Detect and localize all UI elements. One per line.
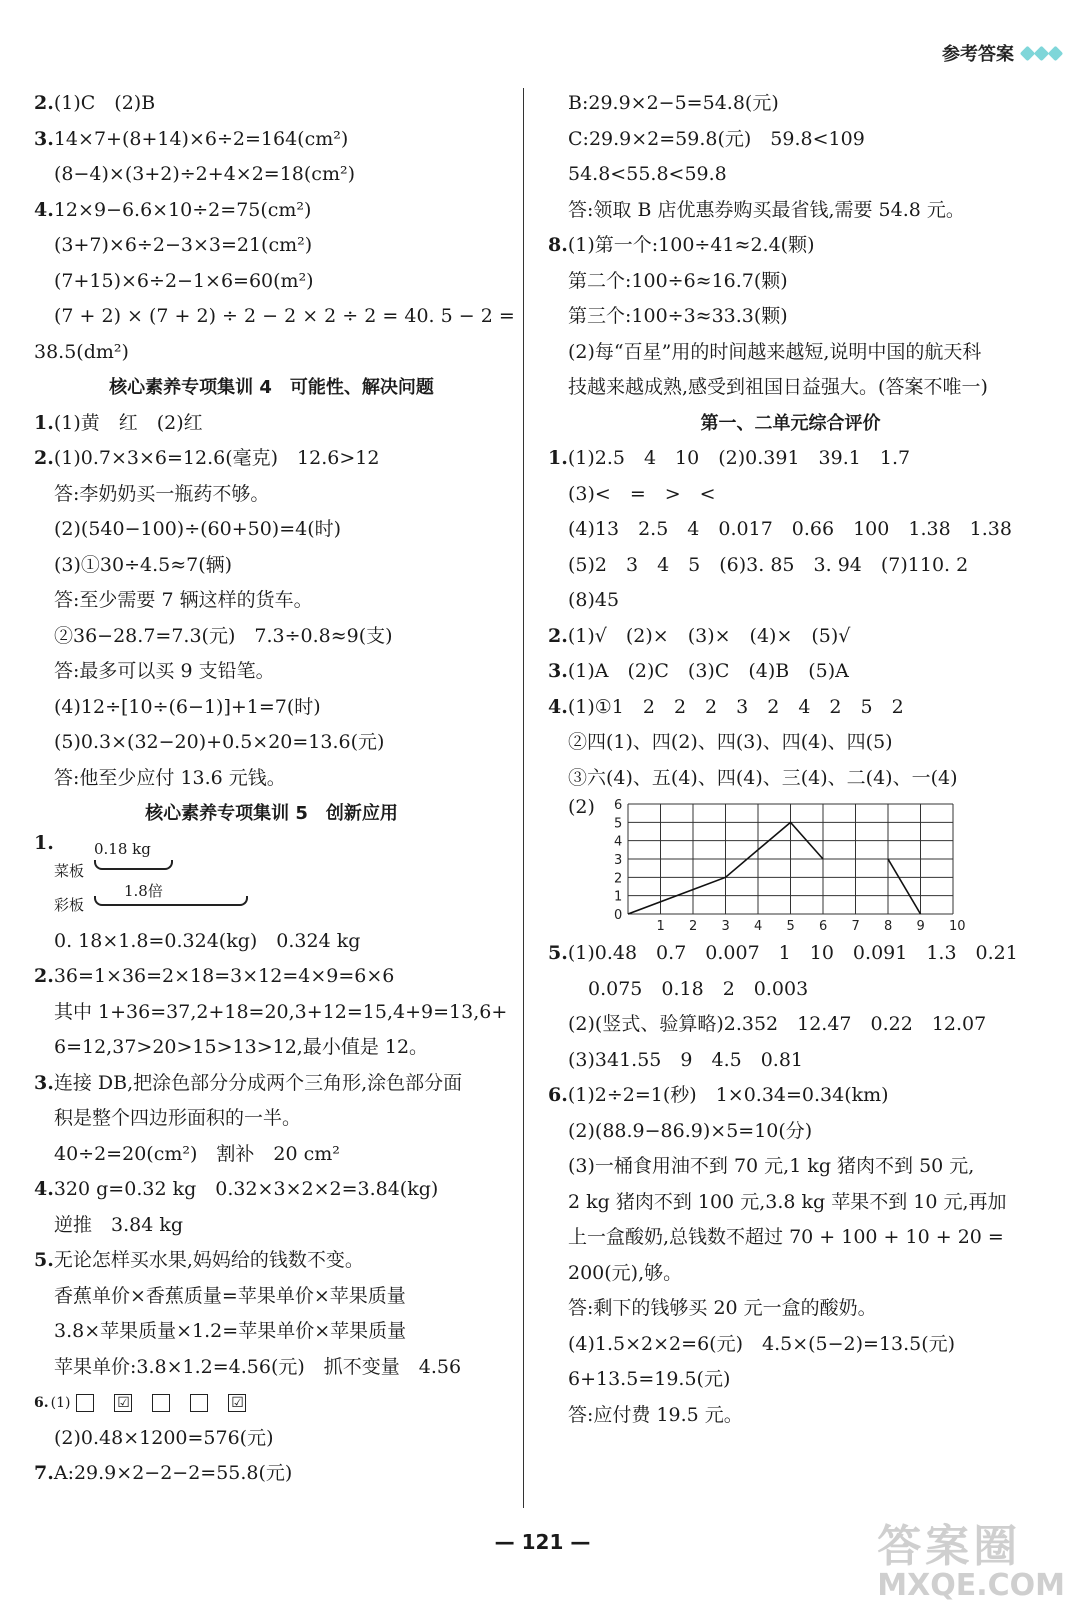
answer-line bbox=[34, 1350, 509, 1386]
question-number: 4. bbox=[34, 198, 54, 221]
answer-text: 3.8×苹果质量×1.2=苹果单价×苹果质量 bbox=[54, 1320, 407, 1342]
line-chart bbox=[548, 796, 1033, 936]
question-number: 3. bbox=[34, 127, 54, 150]
answer-line bbox=[34, 1172, 509, 1208]
answer-line bbox=[34, 1279, 509, 1315]
sub-label: (1) bbox=[50, 1395, 71, 1411]
checkbox-icon bbox=[76, 1394, 94, 1412]
answer-line bbox=[548, 1078, 1033, 1114]
question-number: 2. bbox=[548, 624, 568, 647]
answer-line bbox=[548, 193, 1033, 229]
answer-text: 6+13.5=19.5(元) bbox=[568, 1368, 731, 1390]
page-header bbox=[942, 40, 1061, 66]
answer-line bbox=[548, 761, 1033, 797]
x-tick-label: 6 bbox=[819, 919, 828, 934]
header-title: 参考答案 bbox=[942, 44, 1014, 65]
y-tick-label: 6 bbox=[614, 798, 623, 813]
series-line bbox=[888, 859, 921, 914]
section-title: 第一、二单元综合评价 bbox=[700, 412, 881, 434]
answer-text: (2)(88.9−86.9)×5=10(分) bbox=[568, 1119, 813, 1142]
answer-text: (4)12÷[10÷(6−1)]+1=7(时) bbox=[54, 695, 321, 718]
tape-label-mid: 1.8倍 bbox=[124, 881, 163, 900]
answer-line bbox=[34, 548, 509, 584]
answer-line bbox=[548, 548, 1033, 584]
checkbox-icon: ☑ bbox=[228, 1394, 246, 1412]
answer-text: (3)< = > < bbox=[568, 482, 716, 505]
answer-line bbox=[34, 1314, 509, 1350]
y-tick-label: 5 bbox=[614, 816, 623, 832]
answer-line bbox=[548, 512, 1033, 548]
answer-line bbox=[34, 1456, 509, 1492]
answer-text: 答:领取 B 店优惠券购买最省钱,需要 54.8 元。 bbox=[568, 198, 965, 221]
answer-line bbox=[34, 157, 509, 193]
y-tick-label: 2 bbox=[614, 871, 623, 887]
x-tick-label: 4 bbox=[754, 919, 763, 934]
tape-brace-top bbox=[94, 860, 173, 870]
answer-text: ②36−28.7=7.3(元) 7.3÷0.8≈9(支) bbox=[54, 624, 393, 647]
answer-text: (2)(540−100)÷(60+50)=4(时) bbox=[54, 518, 342, 540]
watermark-line1: 答案圈 bbox=[877, 1521, 1022, 1572]
answer-line bbox=[34, 512, 509, 548]
answer-text: (4)1.5×2×2=6(元) 4.5×(5−2)=13.5(元) bbox=[568, 1332, 956, 1355]
answer-line bbox=[548, 157, 1033, 193]
answer-line bbox=[34, 1030, 509, 1066]
watermark-logo bbox=[877, 1510, 1065, 1603]
x-tick-label: 10 bbox=[949, 919, 966, 934]
answer-text: C:29.9×2=59.8(元) 59.8<109 bbox=[568, 127, 865, 150]
y-tick-label: 4 bbox=[614, 834, 623, 850]
answer-text: 逆推 3.84 kg bbox=[54, 1213, 184, 1236]
page-number: — 121 — bbox=[494, 1530, 591, 1554]
answer-line bbox=[34, 1137, 509, 1173]
question-number: 2. bbox=[34, 965, 54, 987]
answer-line bbox=[548, 654, 1033, 690]
answer-text: 200(元),够。 bbox=[568, 1261, 683, 1284]
answer-text: (1)C (2)B bbox=[53, 92, 156, 114]
x-tick-label: 9 bbox=[916, 919, 925, 934]
answer-text: 上一盒酸奶,总钱数不超过 70 + 100 + 10 + 20 = bbox=[568, 1226, 1004, 1248]
answer-text: 0. 18×1.8=0.324(kg) 0.324 kg bbox=[54, 929, 361, 952]
watermark-line2: MXQE.COM bbox=[877, 1568, 1065, 1603]
answer-text: 积是整个四边形面积的一半。 bbox=[54, 1107, 302, 1129]
x-tick-label: 7 bbox=[851, 919, 860, 934]
answer-text: (8−4)×(3+2)÷2+4×2=18(cm²) bbox=[54, 163, 355, 185]
answer-line bbox=[548, 1327, 1033, 1363]
answer-text: (1)①1 2 2 2 3 2 4 2 5 2 bbox=[567, 695, 904, 718]
answer-line bbox=[34, 959, 509, 995]
answer-line bbox=[548, 725, 1033, 761]
answer-text: (8)45 bbox=[568, 589, 620, 611]
answer-text: ③六(4)、五(4)、四(4)、三(4)、二(4)、一(4) bbox=[568, 766, 958, 789]
question-number: 6. bbox=[548, 1084, 568, 1106]
question-number: 7. bbox=[34, 1462, 54, 1484]
right-column bbox=[548, 86, 1033, 1433]
answer-text: (1)2.5 4 10 (2)0.391 39.1 1.7 bbox=[567, 447, 911, 469]
header-decoration-icon bbox=[1022, 48, 1061, 59]
answer-line bbox=[34, 924, 509, 960]
answer-text: 12×9−6.6×10÷2=75(cm²) bbox=[53, 198, 312, 221]
answer-text: (2)0.48×1200=576(元) bbox=[54, 1426, 274, 1449]
answer-line bbox=[34, 299, 515, 335]
answer-line bbox=[548, 1149, 1033, 1185]
answer-line bbox=[34, 583, 509, 619]
answer-line bbox=[34, 335, 509, 371]
answer-line bbox=[548, 972, 1033, 1008]
checkbox-row bbox=[34, 1385, 509, 1421]
answer-line bbox=[34, 193, 509, 229]
answer-text: 2 kg 猪肉不到 100 元,3.8 kg 苹果不到 10 元,再加 bbox=[568, 1190, 1007, 1213]
left-column bbox=[34, 86, 515, 1492]
section-title: 核心素养专项集训 5 创新应用 bbox=[145, 803, 398, 824]
answer-line bbox=[34, 86, 509, 122]
answer-line bbox=[548, 1291, 1033, 1327]
question-number: 6. bbox=[34, 1395, 49, 1411]
answer-line bbox=[34, 690, 509, 726]
question-number: 1. bbox=[548, 447, 568, 469]
answer-line bbox=[34, 725, 509, 761]
chart-svg bbox=[568, 796, 968, 936]
answer-text: (7 + 2) × (7 + 2) ÷ 2 − 2 × 2 ÷ 2 = 40. 5 − 2 = bbox=[54, 305, 515, 327]
answer-line bbox=[548, 228, 1033, 264]
answer-text: (1)√ (2)× (3)× (4)× (5)√ bbox=[567, 624, 851, 647]
answer-text: (1)黄 红 (2)红 bbox=[53, 411, 203, 434]
answer-line bbox=[34, 477, 509, 513]
answer-text: (1)第一个:100÷41≈2.4(颗) bbox=[567, 234, 815, 256]
answer-text: (1)0.7×3×6=12.6(毫克) 12.6>12 bbox=[53, 447, 380, 469]
answer-line bbox=[548, 1185, 1033, 1221]
answer-line bbox=[34, 406, 509, 442]
answer-line bbox=[34, 1243, 509, 1279]
answer-text: (7+15)×6÷2−1×6=60(m²) bbox=[54, 269, 314, 292]
question-number: 8. bbox=[548, 234, 568, 256]
answer-text: B:29.9×2−5=54.8(元) bbox=[568, 92, 779, 114]
question-number: 3. bbox=[34, 1071, 54, 1094]
answer-line bbox=[34, 761, 509, 797]
answer-line bbox=[548, 619, 1033, 655]
answer-line bbox=[34, 1421, 509, 1457]
sub-label: (2) bbox=[568, 796, 595, 818]
x-tick-label: 1 bbox=[656, 919, 665, 934]
answer-text: 香蕉单价×香蕉质量=苹果单价×苹果质量 bbox=[54, 1284, 406, 1307]
answer-line bbox=[548, 690, 1033, 726]
answer-text: 答:李奶奶买一瓶药不够。 bbox=[54, 482, 270, 505]
checkbox-icon: ☑ bbox=[114, 1394, 132, 1412]
question-number: 2. bbox=[34, 92, 54, 114]
tape-label-top: 0.18 kg bbox=[94, 839, 151, 858]
checkbox-icon bbox=[152, 1394, 170, 1412]
answer-line bbox=[34, 228, 509, 264]
x-tick-label: 2 bbox=[689, 919, 698, 934]
x-tick-label: 3 bbox=[721, 919, 730, 934]
section-title: 核心素养专项集训 4 可能性、解决问题 bbox=[109, 377, 434, 398]
question-number: 4. bbox=[548, 695, 568, 718]
answer-line bbox=[34, 1208, 509, 1244]
answer-text: A:29.9×2−2−2=55.8(元) bbox=[53, 1462, 293, 1484]
tape-row2-label: 彩板 bbox=[54, 895, 85, 914]
answer-text: 答:剩下的钱够买 20 元一盒的酸奶。 bbox=[568, 1297, 877, 1319]
question-number: 1. bbox=[34, 831, 54, 854]
answer-line bbox=[548, 370, 1033, 406]
answer-text: 答:他至少应付 13.6 元钱。 bbox=[54, 766, 286, 789]
answer-text: 技越来越成熟,感受到祖国日益强大。(答案不唯一) bbox=[568, 376, 988, 398]
answer-text: (1)2÷2=1(秒) 1×0.34=0.34(km) bbox=[567, 1084, 889, 1106]
answer-line bbox=[548, 122, 1033, 158]
y-tick-label: 3 bbox=[614, 853, 623, 868]
x-tick-label: 5 bbox=[786, 919, 795, 934]
question-number: 5. bbox=[34, 1249, 54, 1271]
answer-text: 14×7+(8+14)×6÷2=164(cm²) bbox=[53, 127, 349, 150]
answer-text: 54.8<55.8<59.8 bbox=[568, 163, 727, 185]
question-number: 2. bbox=[34, 447, 54, 469]
answer-text: (3+7)×6÷2−3×3=21(cm²) bbox=[54, 234, 313, 256]
answer-text: (3)341.55 9 4.5 0.81 bbox=[568, 1048, 804, 1071]
answer-text: (4)13 2.5 4 0.017 0.66 100 1.38 1.38 bbox=[568, 518, 1012, 540]
answer-text: (1)A (2)C (3)C (4)B (5)A bbox=[567, 660, 849, 682]
answer-text: (3)①30÷4.5≈7(辆) bbox=[54, 553, 233, 576]
answer-text: (5)2 3 4 5 (6)3. 85 3. 94 (7)110. 2 bbox=[568, 553, 969, 576]
answer-line bbox=[548, 1398, 1033, 1434]
question-number: 5. bbox=[548, 942, 568, 964]
answer-text: 连接 DB,把涂色部分分成两个三角形,涂色部分面 bbox=[53, 1071, 463, 1094]
answer-text: ②四(1)、四(2)、四(3)、四(4)、四(5) bbox=[568, 731, 893, 753]
answer-line bbox=[548, 264, 1033, 300]
answer-text: 答:至少需要 7 辆这样的货车。 bbox=[54, 589, 313, 611]
answer-line bbox=[34, 264, 509, 300]
column-divider bbox=[523, 88, 524, 1508]
tape-diagram bbox=[34, 832, 509, 924]
question-number: 4. bbox=[34, 1178, 54, 1200]
answer-line bbox=[34, 441, 509, 477]
answer-text: 答:最多可以买 9 支铅笔。 bbox=[54, 660, 275, 682]
answer-line bbox=[548, 1007, 1033, 1043]
answer-line bbox=[34, 122, 509, 158]
answer-line bbox=[548, 1114, 1033, 1150]
answer-text: 苹果单价:3.8×1.2=4.56(元) 抓不变量 4.56 bbox=[54, 1355, 462, 1378]
y-tick-label: 1 bbox=[614, 889, 623, 905]
answer-line bbox=[34, 619, 509, 655]
answer-line bbox=[548, 441, 1033, 477]
answer-line bbox=[34, 1066, 509, 1102]
answer-line bbox=[548, 1362, 1033, 1398]
answer-text: 第二个:100÷6≈16.7(颗) bbox=[568, 269, 788, 292]
answer-line bbox=[548, 1043, 1033, 1079]
answer-text: (2)(竖式、验算略)2.352 12.47 0.22 12.07 bbox=[568, 1013, 987, 1035]
answer-line bbox=[548, 299, 1033, 335]
answer-line bbox=[548, 936, 1033, 972]
tape-row1-label: 菜板 bbox=[54, 861, 85, 880]
answer-text: 0.075 0.18 2 0.003 bbox=[588, 977, 809, 1000]
answer-text: 6=12,37>20>15>13>12,最小值是 12。 bbox=[54, 1036, 429, 1058]
answer-text: 第三个:100÷3≈33.3(颗) bbox=[568, 305, 788, 327]
answer-text: (2)每“百星”用的时间越来越短,说明中国的航天科 bbox=[568, 340, 982, 363]
answer-line bbox=[548, 1220, 1033, 1256]
answer-text: 其中 1+36=37,2+18=20,3+12=15,4+9=13,6+ bbox=[54, 1000, 508, 1023]
y-tick-label: 0 bbox=[614, 908, 623, 923]
x-tick-label: 8 bbox=[884, 919, 893, 934]
answer-text: 320 g=0.32 kg 0.32×3×2×2=3.84(kg) bbox=[53, 1178, 439, 1200]
checkbox-icon bbox=[190, 1394, 208, 1412]
answer-text: 无论怎样买水果,妈妈给的钱数不变。 bbox=[53, 1249, 364, 1271]
answer-text: (3)一桶食用油不到 70 元,1 kg 猪肉不到 50 元, bbox=[568, 1155, 975, 1177]
answer-text: (5)0.3×(32−20)+0.5×20=13.6(元) bbox=[54, 731, 385, 753]
answer-text: 36=1×36=2×18=3×12=4×9=6×6 bbox=[53, 965, 395, 987]
answer-text: 40÷2=20(cm²) 割补 20 cm² bbox=[54, 1142, 340, 1165]
answer-line bbox=[34, 654, 509, 690]
answer-line bbox=[34, 1101, 509, 1137]
answer-line bbox=[548, 477, 1033, 513]
answer-line bbox=[548, 1256, 1033, 1292]
answer-line bbox=[548, 86, 1033, 122]
tape-brace-bottom bbox=[94, 896, 248, 906]
answer-text: (1)0.48 0.7 0.007 1 10 0.091 1.3 0.21 bbox=[567, 942, 1018, 964]
answer-line bbox=[548, 583, 1033, 619]
answer-text: 答:应付费 19.5 元。 bbox=[568, 1403, 743, 1426]
question-number: 1. bbox=[34, 411, 54, 434]
answer-line bbox=[548, 335, 1033, 371]
question-number: 3. bbox=[548, 660, 568, 682]
answer-line bbox=[34, 995, 509, 1031]
answer-text: 38.5(dm²) bbox=[34, 340, 129, 363]
